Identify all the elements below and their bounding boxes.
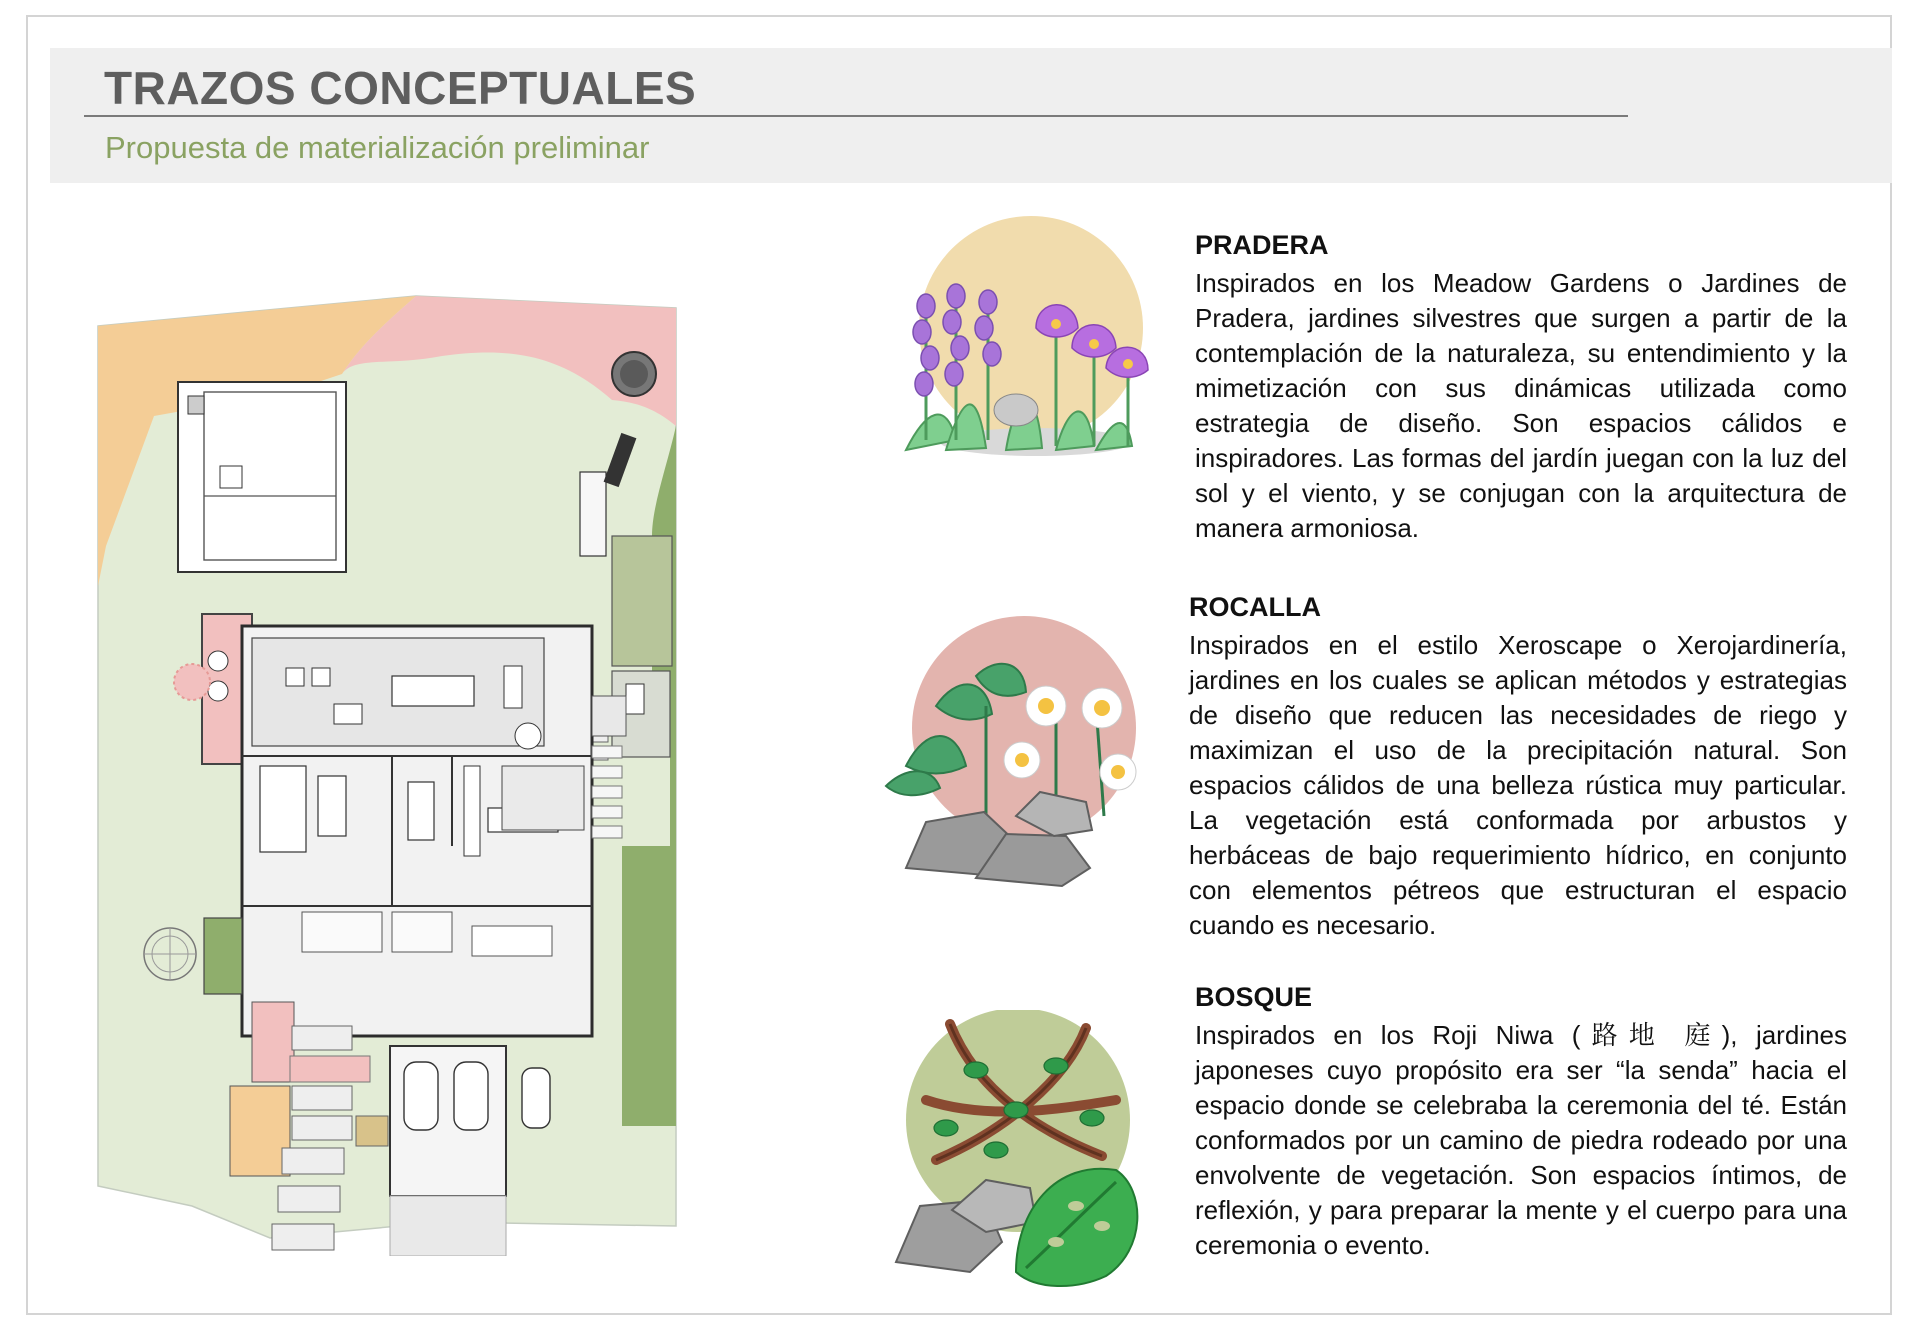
section-body: Inspirados en los Roji Niwa (路地 庭), jardines japoneses cuyo propósito era ser “la senda” hacia el espacio donde se celebraba la ceremonia del té. Están conformados por un camino de piedra rodeado por una envolvente de vegetación. Son espacios íntimos, de reflexión, y para preparar la mente y el cuerpo para una ceremonia o evento. <box>1195 1020 1847 1260</box>
site-floor-plan <box>92 286 694 1256</box>
daisies-rocks-icon <box>866 616 1156 896</box>
section-body: Inspirados en el estilo Xeroscape o Xerojardinería, jardines en los cuales se aplican métodos y estrategias de diseño que reducen las necesidades de riego y maximizan el uso de la precipitación natural. Son espacios cálidos de una belleza rústica muy particular. La vegetación está conformada por arbustos y herbáceas de bajo requerimiento hídrico, en conjunto con elementos pétreos que estructuran el espacio cuando es necesario. <box>1189 630 1847 940</box>
section-heading: ROCALLA <box>1189 592 1321 622</box>
section-bosque <box>1195 980 1847 1263</box>
section-heading: BOSQUE <box>1195 982 1313 1012</box>
vines-monstera-rocks-icon <box>866 1010 1156 1290</box>
page-title: TRAZOS CONCEPTUALES <box>104 62 697 114</box>
section-body: Inspirados en los Meadow Gardens o Jardines de Pradera, jardines silvestres que surgen a partir de la contemplación de la naturaleza, su entendimiento y la mimetización con sus dinámicas utilizada como estrategia de diseño. Son espacios cálidos e inspiradores. Las formas del jardín juegan con la luz del sol y el viento, y se conjugan con la arquitectura de manera armoniosa. <box>1195 268 1847 543</box>
page-subtitle: Propuesta de materialización preliminar <box>105 130 650 165</box>
section-rocalla <box>1189 590 1847 943</box>
section-pradera <box>1195 228 1847 546</box>
section-heading: PRADERA <box>1195 230 1329 260</box>
lavender-iris-flowers-icon <box>866 210 1156 490</box>
title-rule <box>84 115 1628 117</box>
